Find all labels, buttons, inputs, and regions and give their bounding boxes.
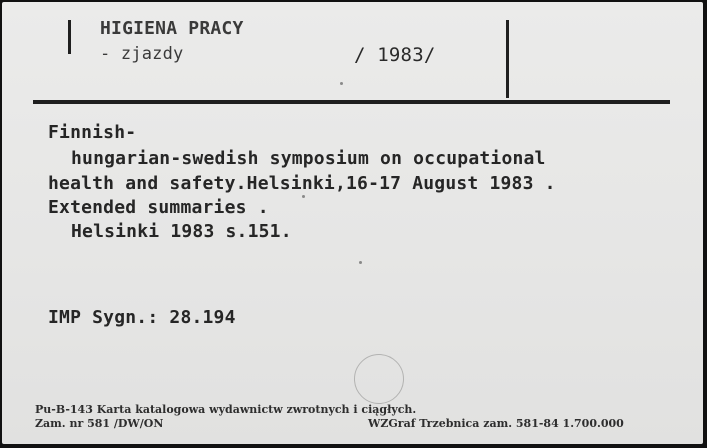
heading-vertical-rule-left <box>68 20 71 54</box>
catalog-card <box>2 2 703 444</box>
body-line-1: Finnish- <box>48 122 137 143</box>
footer-order-line: Zam. nr 581 /DW/ON <box>35 417 164 430</box>
body-line-5: Helsinki 1983 s.151. <box>71 221 292 242</box>
body-line-4: Extended summaries . <box>48 197 269 218</box>
heading-year: / 1983/ <box>354 44 436 66</box>
subject-heading: HIGIENA PRACY <box>100 18 244 39</box>
heading-horizontal-rule <box>33 100 670 104</box>
faint-stamp-circle <box>354 354 404 404</box>
footer-printer-line: WZGraf Trzebnica zam. 581-84 1.700.000 <box>368 417 624 430</box>
body-line-2: hungarian-swedish symposium on occupational <box>71 148 546 169</box>
heading-vertical-rule-right <box>506 20 509 98</box>
shelf-signature: IMP Sygn.: 28.194 <box>48 307 236 328</box>
ink-speck <box>359 261 362 264</box>
subject-subdivision: - zjazdy <box>100 44 184 64</box>
ink-speck <box>340 82 343 85</box>
footer-form-line: Pu-B-143 Karta katalogowa wydawnictw zwrotnych i ciągłych. <box>35 403 417 416</box>
ink-speck <box>302 195 305 198</box>
body-line-3: health and safety.Helsinki,16-17 August 1983 . <box>48 173 556 194</box>
